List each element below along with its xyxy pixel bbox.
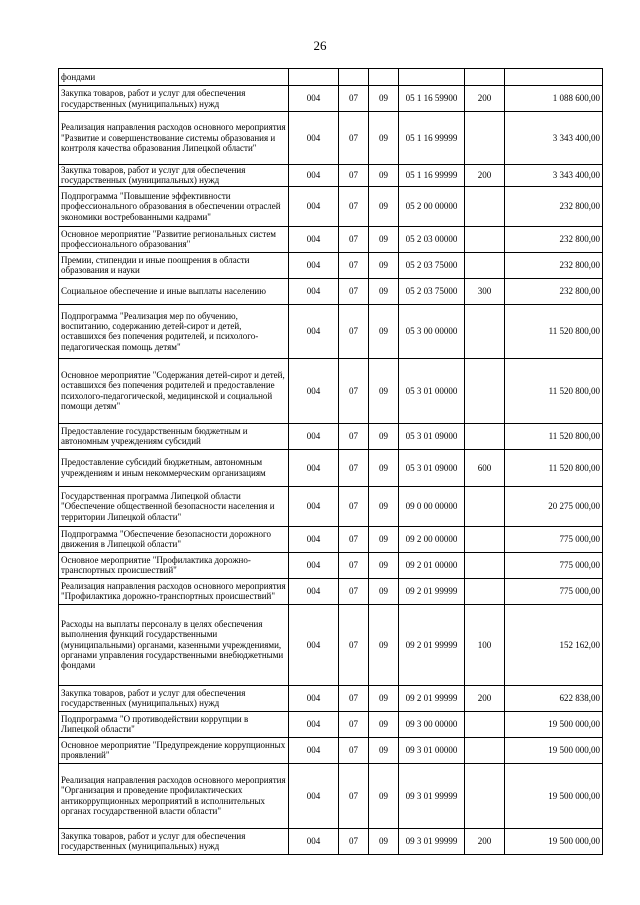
amount-cell: 19 500 000,00	[505, 763, 603, 828]
expense-type-cell	[465, 304, 505, 358]
target-article-cell: 09 0 00 00000	[399, 486, 465, 526]
section-code-cell: 07	[339, 737, 369, 763]
ministry-code-cell: 004	[289, 112, 339, 165]
table-row	[59, 449, 603, 486]
section-code-cell: 07	[339, 165, 369, 187]
table-row	[59, 578, 603, 604]
subsection-code-cell: 09	[369, 252, 399, 278]
subsection-code-cell: 09	[369, 828, 399, 854]
amount-cell: 232 800,00	[505, 278, 603, 304]
target-article-cell: 05 2 03 00000	[399, 226, 465, 252]
amount-cell: 3 343 400,00	[505, 112, 603, 165]
amount-cell: 19 500 000,00	[505, 828, 603, 854]
expense-type-cell	[465, 69, 505, 86]
row-name-cell: Закупка товаров, работ и услуг для обеспечения государственных (муниципальных) нужд	[59, 828, 289, 854]
section-code-cell: 07	[339, 578, 369, 604]
table-row	[59, 112, 603, 165]
expense-type-cell: 600	[465, 449, 505, 486]
amount-cell: 3 343 400,00	[505, 165, 603, 187]
ministry-code-cell: 004	[289, 304, 339, 358]
expense-type-cell	[465, 226, 505, 252]
amount-cell: 232 800,00	[505, 252, 603, 278]
target-article-cell: 05 1 16 59900	[399, 86, 465, 112]
expense-type-cell: 200	[465, 685, 505, 711]
target-article-cell: 09 3 00 00000	[399, 711, 465, 737]
ministry-code-cell: 004	[289, 358, 339, 423]
section-code-cell: 07	[339, 711, 369, 737]
section-code-cell: 07	[339, 252, 369, 278]
subsection-code-cell: 09	[369, 423, 399, 449]
subsection-code-cell: 09	[369, 552, 399, 578]
subsection-code-cell: 09	[369, 449, 399, 486]
ministry-code-cell: 004	[289, 226, 339, 252]
subsection-code-cell: 09	[369, 112, 399, 165]
section-code-cell: 07	[339, 685, 369, 711]
amount-cell	[505, 69, 603, 86]
target-article-cell: 09 3 01 99999	[399, 828, 465, 854]
ministry-code-cell: 004	[289, 526, 339, 552]
expense-type-cell	[465, 486, 505, 526]
section-code-cell: 07	[339, 358, 369, 423]
table-row	[59, 604, 603, 685]
row-name-cell: Основное мероприятие "Содержания детей-сирот и детей, оставшихся без попечения родителей и предоставление психолого-педагогической, медицинской и социальной помощи детям"	[59, 358, 289, 423]
amount-cell: 232 800,00	[505, 186, 603, 226]
row-name-cell: Подпрограмма "Обеспечение безопасности дорожного движения в Липецкой области"	[59, 526, 289, 552]
amount-cell: 19 500 000,00	[505, 737, 603, 763]
expense-type-cell	[465, 763, 505, 828]
row-name-cell: Расходы на выплаты персоналу в целях обеспечения выполнения функций государственными (муниципальными) органами, казенными учреждениями, органами управления государственными внебюджетными фондами	[59, 604, 289, 685]
table-row	[59, 165, 603, 187]
budget-table	[58, 68, 603, 855]
expense-type-cell	[465, 423, 505, 449]
expense-type-cell	[465, 552, 505, 578]
expense-type-cell: 300	[465, 278, 505, 304]
subsection-code-cell: 09	[369, 226, 399, 252]
target-article-cell: 05 3 01 00000	[399, 358, 465, 423]
expense-type-cell	[465, 578, 505, 604]
table-row	[59, 486, 603, 526]
ministry-code-cell: 004	[289, 449, 339, 486]
ministry-code-cell: 004	[289, 685, 339, 711]
target-article-cell: 09 2 01 99999	[399, 685, 465, 711]
target-article-cell: 09 2 01 00000	[399, 552, 465, 578]
section-code-cell: 07	[339, 86, 369, 112]
table-row	[59, 828, 603, 854]
section-code-cell: 07	[339, 423, 369, 449]
row-name-cell: Подпрограмма "Повышение эффективности профессионального образования в обеспечении отраслей экономики востребованными кадрами"	[59, 186, 289, 226]
amount-cell: 1 088 600,00	[505, 86, 603, 112]
table-row	[59, 737, 603, 763]
subsection-code-cell: 09	[369, 578, 399, 604]
table-row	[59, 304, 603, 358]
section-code-cell: 07	[339, 112, 369, 165]
amount-cell: 11 520 800,00	[505, 423, 603, 449]
subsection-code-cell: 09	[369, 304, 399, 358]
section-code-cell: 07	[339, 604, 369, 685]
subsection-code-cell: 09	[369, 526, 399, 552]
target-article-cell: 05 3 00 00000	[399, 304, 465, 358]
section-code-cell: 07	[339, 226, 369, 252]
amount-cell: 775 000,00	[505, 552, 603, 578]
ministry-code-cell: 004	[289, 828, 339, 854]
subsection-code-cell: 09	[369, 186, 399, 226]
subsection-code-cell: 09	[369, 737, 399, 763]
ministry-code-cell: 004	[289, 763, 339, 828]
ministry-code-cell: 004	[289, 486, 339, 526]
target-article-cell: 05 3 01 09000	[399, 423, 465, 449]
section-code-cell	[339, 69, 369, 86]
amount-cell: 152 162,00	[505, 604, 603, 685]
ministry-code-cell: 004	[289, 252, 339, 278]
expense-type-cell	[465, 737, 505, 763]
expense-type-cell: 200	[465, 165, 505, 187]
ministry-code-cell: 004	[289, 86, 339, 112]
subsection-code-cell: 09	[369, 685, 399, 711]
section-code-cell: 07	[339, 449, 369, 486]
subsection-code-cell: 09	[369, 486, 399, 526]
expense-type-cell: 100	[465, 604, 505, 685]
row-name-cell: Основное мероприятие "Развитие региональных систем профессионального образования"	[59, 226, 289, 252]
target-article-cell: 05 2 00 00000	[399, 186, 465, 226]
ministry-code-cell	[289, 69, 339, 86]
amount-cell: 775 000,00	[505, 578, 603, 604]
table-row	[59, 69, 603, 86]
expense-type-cell	[465, 186, 505, 226]
amount-cell: 232 800,00	[505, 226, 603, 252]
target-article-cell: 05 2 03 75000	[399, 278, 465, 304]
target-article-cell: 09 2 01 99999	[399, 578, 465, 604]
subsection-code-cell: 09	[369, 358, 399, 423]
table-row	[59, 186, 603, 226]
target-article-cell: 05 1 16 99999	[399, 112, 465, 165]
row-name-cell: Предоставление государственным бюджетным и автономным учреждениям субсидий	[59, 423, 289, 449]
target-article-cell	[399, 69, 465, 86]
amount-cell: 775 000,00	[505, 526, 603, 552]
expense-type-cell	[465, 358, 505, 423]
section-code-cell: 07	[339, 486, 369, 526]
subsection-code-cell: 09	[369, 86, 399, 112]
amount-cell: 20 275 000,00	[505, 486, 603, 526]
row-name-cell: Закупка товаров, работ и услуг для обеспечения государственных (муниципальных) нужд	[59, 165, 289, 187]
amount-cell: 622 838,00	[505, 685, 603, 711]
ministry-code-cell: 004	[289, 552, 339, 578]
row-name-cell: Основное мероприятие "Предупреждение коррупционных проявлений"	[59, 737, 289, 763]
table-row	[59, 86, 603, 112]
table-row	[59, 711, 603, 737]
expense-type-cell: 200	[465, 828, 505, 854]
expense-type-cell	[465, 112, 505, 165]
section-code-cell: 07	[339, 186, 369, 226]
row-name-cell: Реализация направления расходов основного мероприятия "Организация и проведение профилактических антикоррупционных мероприятий в исполнительных органах государственной власти области"	[59, 763, 289, 828]
target-article-cell: 05 3 01 09000	[399, 449, 465, 486]
expense-type-cell	[465, 526, 505, 552]
subsection-code-cell: 09	[369, 165, 399, 187]
table-row	[59, 552, 603, 578]
expense-type-cell	[465, 252, 505, 278]
row-name-cell: Подпрограмма "Реализация мер по обучению, воспитанию, содержанию детей-сирот и детей, оставшихся без попечения родителей, и психолого-педагогическая помощь детям"	[59, 304, 289, 358]
expense-type-cell	[465, 711, 505, 737]
expense-type-cell: 200	[465, 86, 505, 112]
amount-cell: 11 520 800,00	[505, 304, 603, 358]
table-row	[59, 252, 603, 278]
table-row	[59, 763, 603, 828]
target-article-cell: 09 3 01 99999	[399, 763, 465, 828]
subsection-code-cell: 09	[369, 711, 399, 737]
subsection-code-cell: 09	[369, 763, 399, 828]
table-row	[59, 526, 603, 552]
row-name-cell: Закупка товаров, работ и услуг для обеспечения государственных (муниципальных) нужд	[59, 685, 289, 711]
target-article-cell: 05 1 16 99999	[399, 165, 465, 187]
target-article-cell: 05 2 03 75000	[399, 252, 465, 278]
amount-cell: 11 520 800,00	[505, 358, 603, 423]
section-code-cell: 07	[339, 552, 369, 578]
amount-cell: 19 500 000,00	[505, 711, 603, 737]
target-article-cell: 09 2 00 00000	[399, 526, 465, 552]
row-name-cell: Реализация направления расходов основного мероприятия "Профилактика дорожно-транспортных происшествий"	[59, 578, 289, 604]
row-name-cell: Предоставление субсидий бюджетным, автономным учреждениям и иным некоммерческим организациям	[59, 449, 289, 486]
subsection-code-cell	[369, 69, 399, 86]
table-row	[59, 278, 603, 304]
ministry-code-cell: 004	[289, 278, 339, 304]
ministry-code-cell: 004	[289, 578, 339, 604]
amount-cell: 11 520 800,00	[505, 449, 603, 486]
subsection-code-cell: 09	[369, 604, 399, 685]
section-code-cell: 07	[339, 278, 369, 304]
target-article-cell: 09 2 01 99999	[399, 604, 465, 685]
row-name-cell: Премии, стипендии и иные поощрения в области образования и науки	[59, 252, 289, 278]
row-name-cell: Основное мероприятие "Профилактика дорожно-транспортных происшествий"	[59, 552, 289, 578]
table-row	[59, 358, 603, 423]
ministry-code-cell: 004	[289, 604, 339, 685]
row-name-cell: фондами	[59, 69, 289, 86]
table-row	[59, 685, 603, 711]
row-name-cell: Государственная программа Липецкой области "Обеспечение общественной безопасности населения и территории Липецкой области"	[59, 486, 289, 526]
ministry-code-cell: 004	[289, 423, 339, 449]
ministry-code-cell: 004	[289, 737, 339, 763]
row-name-cell: Реализация направления расходов основного мероприятия "Развитие и совершенствование системы образования и контроля качества образования Липецкой области"	[59, 112, 289, 165]
row-name-cell: Закупка товаров, работ и услуг для обеспечения государственных (муниципальных) нужд	[59, 86, 289, 112]
row-name-cell: Подпрограмма "О противодействии коррупции в Липецкой области"	[59, 711, 289, 737]
section-code-cell: 07	[339, 304, 369, 358]
section-code-cell: 07	[339, 763, 369, 828]
subsection-code-cell: 09	[369, 278, 399, 304]
row-name-cell: Социальное обеспечение и иные выплаты населению	[59, 278, 289, 304]
table-row	[59, 423, 603, 449]
ministry-code-cell: 004	[289, 186, 339, 226]
table-row	[59, 226, 603, 252]
ministry-code-cell: 004	[289, 165, 339, 187]
page-number: 26	[313, 38, 327, 53]
section-code-cell: 07	[339, 828, 369, 854]
section-code-cell: 07	[339, 526, 369, 552]
ministry-code-cell: 004	[289, 711, 339, 737]
target-article-cell: 09 3 01 00000	[399, 737, 465, 763]
